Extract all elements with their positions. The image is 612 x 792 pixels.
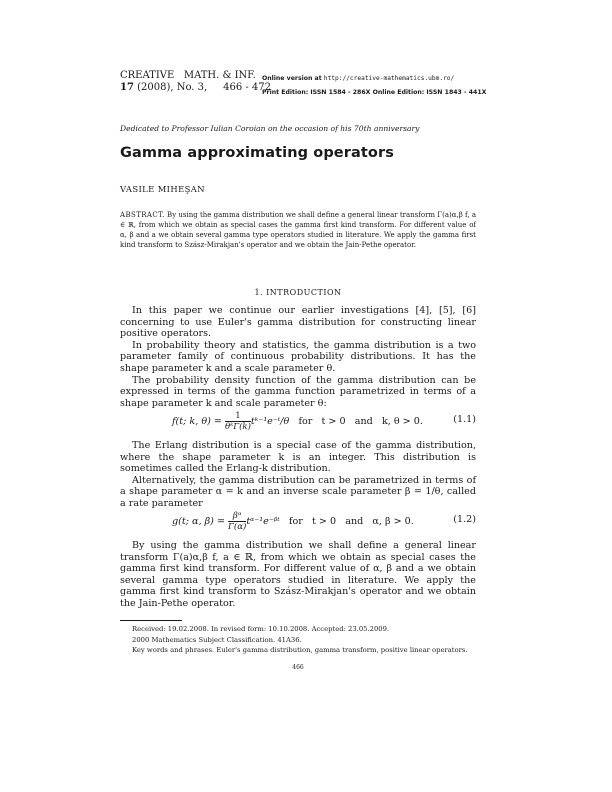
equation-lhs: g(t; α, β) = [172,516,229,527]
equation-number: (1.2) [453,514,476,525]
abstract-text: By using the gamma distribution we shall define a general linear transform Γ(a)α,β f, a ∈ ℝ, from which we obtain as special cases the gamma first kind transform. For different value of α, β and a we obtain several gamma type operators studied in literature. We apply the gamma first kind transform to Szász-Mirakjan's operator and we obtain the Jain-Pethe operator. [120,211,476,249]
paragraph: By using the gamma distribution we shall define a general linear transform Γ(a)α,β f, a ∈ ℝ, from which we obtain as special cases the gamma first kind transform. For different value of α, β and a we obtain several gamma type operators studied in literature. We apply the gamma first kind transform to Szász-Mirakjan's operator and we obtain the Jain-Pethe operator. [120,540,476,609]
edition-info [262,72,486,100]
footnote-keywords: Key words and phrases. Euler's gamma distribution, gamma transform, positive linear operators. [132,646,468,654]
paper-title: Gamma approximating operators [120,145,394,161]
footnote-rule [120,620,182,621]
journal-issue [120,82,271,94]
paragraph: Alternatively, the gamma distribution can be parametrized in terms of a shape parameter α = k and an inverse scale parameter β = 1/θ, called a rate parameter [120,474,476,509]
author-name: VASILE MIHEŞAN [120,184,205,194]
abstract [120,210,476,250]
print-edition: Print Edition: ISSN 1584 - 286X Online Edition: ISSN 1843 - 441X [262,89,487,96]
paragraph: In probability theory and statistics, the gamma distribution is a two parameter family of continuous probability distributions. It has the shape parameter k and a scale parameter θ. [120,339,476,374]
footnotes [132,624,476,656]
equation-condition: for t > 0 and k, θ > 0. [289,416,423,427]
paragraph: The probability density function of the gamma distribution can be expressed in terms of the gamma function parametrized in terms of a shape parameter k and scale parameter θ: [120,374,476,409]
body-block-2 [120,440,476,510]
body-block-3 [120,540,476,610]
issue-info: (2008), No. 3, 466 - 472 [133,82,272,93]
page-number: 466 [292,664,304,671]
journal-header [120,70,271,94]
fraction-denominator: θᵏΓ(k) [225,422,251,432]
online-url[interactable]: http://creative-mathematics.ubm.ro/ [323,75,455,82]
equation-rhs: tᵅ⁻¹e⁻ᵝᵗ [246,516,280,527]
body-block-1 [120,305,476,409]
volume-number: 17 [120,82,134,93]
equation-condition: for t > 0 and α, β > 0. [279,516,414,527]
equation-lhs: f(t; k, θ) = [172,416,225,427]
footnote-msc: 2000 Mathematics Subject Classification. 41A36. [132,635,302,644]
dedication: Dedicated to Professor Iulian Coroian on the occasion of his 70th anniversary [120,124,420,133]
online-label: Online version at [262,75,324,82]
journal-name: CREATIVE MATH. & INF. [120,70,256,81]
footnote-received: Received: 19.02.2008. In revised form: 10.10.2008. Accepted: 23.05.2009. [132,625,390,633]
equation-1-1 [120,405,476,433]
equation-rhs: tᵏ⁻¹e⁻ᵗ/θ [250,416,290,427]
section-heading: 1. INTRODUCTION [254,288,342,297]
equation-number: (1.1) [453,414,476,425]
equation-fraction [228,511,246,532]
abstract-label: ABSTRACT. [120,211,165,219]
equation-fraction [225,411,251,432]
fraction-numerator: βᵅ [228,511,246,522]
paragraph: In this paper we continue our earlier investigations [4], [5], [6] concerning to use Euler's gamma distribution for constructing linear positive operators. [120,305,476,340]
fraction-numerator: 1 [225,411,251,422]
fraction-denominator: Γ(α) [228,522,247,532]
paragraph: The Erlang distribution is a special case of the gamma distribution, where the shape parameter k is an integer. This distribution is sometimes called the Erlang-k distribution. [120,440,476,475]
online-version [262,72,486,86]
equation-1-2 [120,505,476,533]
